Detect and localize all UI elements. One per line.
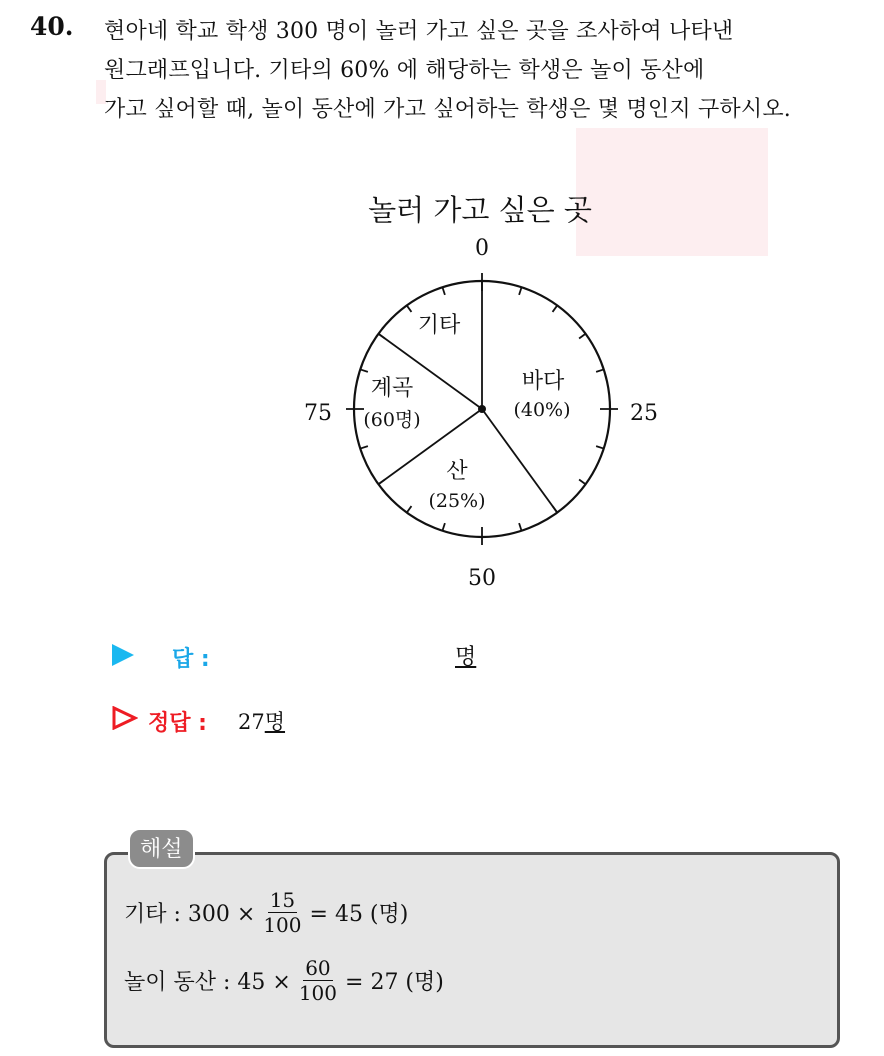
question-number: 40. bbox=[30, 12, 74, 41]
solution-line-2-fraction bbox=[297, 956, 339, 1005]
fraction-denominator: 100 bbox=[298, 981, 338, 1005]
slice-name-mountain: 산 bbox=[446, 459, 468, 484]
solution-line-1-prefix: 기타 : 300 × bbox=[124, 902, 256, 927]
question-text-line: 가고 싶어할 때, 놀이 동산에 가고 싶어하는 학생은 몇 명인지 구하시오. bbox=[104, 97, 791, 122]
chart-title: 놀러 가고 싶은 곳 bbox=[368, 193, 592, 227]
answer-arrow-icon bbox=[112, 644, 134, 666]
correct-answer-value: 27 bbox=[238, 710, 265, 734]
scale-label-0: 0 bbox=[475, 236, 489, 261]
answer-label: 답 : bbox=[172, 647, 210, 672]
correct-answer-unit: 명 bbox=[264, 710, 286, 734]
correct-answer-arrow-icon bbox=[112, 706, 138, 730]
solution-tag: 해설 bbox=[128, 828, 195, 869]
correct-answer-label: 정답 : bbox=[148, 711, 207, 736]
answer-unit: 명 bbox=[455, 645, 477, 670]
question-text-line: 원그래프입니다. 기타의 60% 에 해당하는 학생은 놀이 동산에 bbox=[104, 58, 705, 83]
slice-label-sea: (40%) bbox=[513, 399, 571, 421]
scale-label-75: 75 bbox=[304, 401, 332, 426]
slice-label-valley: (60명) bbox=[363, 409, 421, 431]
solution-line-2-suffix: = 27 (명) bbox=[345, 970, 444, 995]
solution-line-2-prefix: 놀이 동산 : 45 × bbox=[124, 970, 291, 995]
question-text-line: 현아네 학교 학생 300 명이 놀러 가고 싶은 곳을 조사하여 나타낸 bbox=[104, 19, 734, 44]
fraction-numerator: 60 bbox=[305, 956, 331, 980]
slice-name-valley: 계곡 bbox=[370, 376, 414, 401]
fraction-numerator: 15 bbox=[269, 888, 296, 912]
solution-box bbox=[104, 852, 840, 1048]
pie-chart bbox=[280, 180, 680, 600]
fraction-denominator: 100 bbox=[263, 913, 302, 937]
slice-name-other: 기타 bbox=[417, 313, 461, 338]
scale-label-25: 25 bbox=[630, 401, 658, 426]
scale-label-50: 50 bbox=[468, 566, 496, 591]
center-dot bbox=[478, 405, 486, 413]
slice-name-sea: 바다 bbox=[521, 369, 565, 394]
solution-line-1-fraction bbox=[261, 888, 303, 937]
solution-line-2 bbox=[124, 956, 444, 1005]
slice-label-mountain: (25%) bbox=[428, 490, 486, 512]
solution-line-1-suffix: = 45 (명) bbox=[309, 902, 409, 927]
solution-line-1 bbox=[124, 888, 408, 937]
correct-answer bbox=[238, 706, 285, 736]
